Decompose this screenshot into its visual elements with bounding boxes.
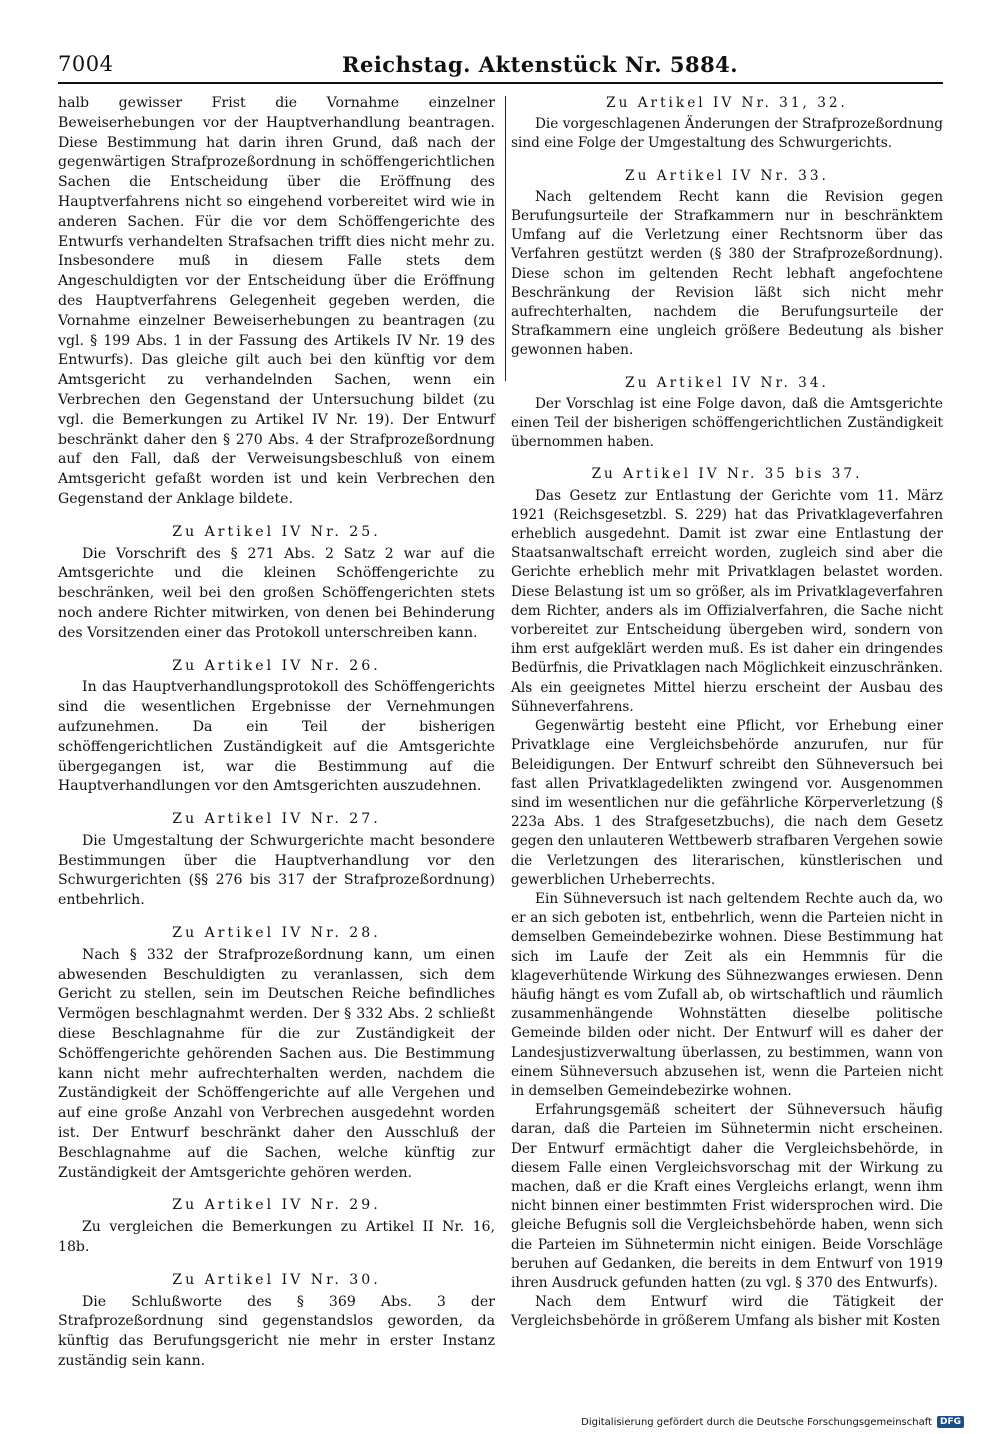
dfg-logo-icon: DFG: [937, 1416, 964, 1428]
section-heading-30: Zu Artikel IV Nr. 30.: [172, 1271, 381, 1288]
footer-credit-text: Digitalisierung gefördert durch die Deutsche Forschungsgemeinschaft: [581, 1416, 932, 1428]
right-column: [511, 94, 943, 1332]
section-heading-34: Zu Artikel IV Nr. 34.: [625, 374, 829, 391]
section-text-33: Nach geltendem Recht kann die Revision gegen Berufungsurteile der Strafkammern nur in beschränktem Umfang auf die Verletzung einer Rechtsnorm über das Verfahren gestützt werden (§ 380 der Strafprozeßordnung). Diese schon im geltenden Recht lebhaft angefochtene Beschränkung der Revision läßt sich nicht mehr aufrechterhalten, nachdem die Berufungsurteile der Strafkammern eine ungleich größere Bedeutung als bisher gewonnen haben.: [511, 188, 943, 359]
section-text-27: Die Umgestaltung der Schwurgerichte macht besondere Bestimmungen über die Hauptverhandlung vor den Schwurgerichten (§§ 276 bis 317 der Strafprozeßordnung) entbehrlich.: [58, 832, 495, 909]
continued-paragraph: halb gewisser Frist die Vornahme einzelner Beweiserhebungen vor der Hauptverhandlung beantragen. Diese Bestimmung hat darin ihren Grund, daß nach der gegenwärtigen Strafprozeßordnung in schöffengerichtlichen Sachen die Entscheidung über die Eröffnung des Hauptverfahrens nicht so eingehend vorbereitet wird wie in anderen Sachen. Für die vor dem Schöffengerichte des Entwurfs verhandelten Strafsachen trifft dies nicht mehr zu. Insbesondere muß in diesem Falle stets dem Angeschuldigten vor der Entscheidung über die Eröffnung des Hauptverfahrens Gelegenheit gegeben werden, die Vornahme einzelner Beweiserhebungen zu beantragen (zu vgl. § 199 Abs. 1 in der Fassung des Artikels IV Nr. 19 des Entwurfs). Das gleiche gilt auch bei den künftig vor dem Amtsgericht zu verhandelnden Sachen, wenn ein Verbrechen den Gegenstand der Untersuchung bildet (zu vgl. die Bemerkungen zu Artikel IV Nr. 19). Der Entwurf beschränkt daher den § 270 Abs. 4 der Strafprozeßordnung auf den Fall, daß der Verweisungsbeschluß von einem Amtsgericht gefaßt worden ist und kein Verbrechen den Gegenstand der Anklage bildete.: [58, 95, 495, 507]
section-text-35-p1: Das Gesetz zur Entlastung der Gerichte vom 11. März 1921 (Reichsgesetzbl. S. 229) hat das Privatklageverfahren erheblich ausgedehnt. Damit ist zwar eine Entlastung der Staatsanwaltschaft erreicht worden, zugleich sind aber die Gerichte erheblich mehr mit Privatklagen belastet worden. Diese Belastung ist um so größer, als im Privatklageverfahren dem Richter, anders als im Offizialverfahren, die Sache nicht vorbereitet zur Entscheidung übergeben wird, sondern von ihm erst aufgeklärt werden muß. Es ist daher ein dringendes Bedürfnis, die Privatklagen nach Möglichkeit einzuschränken. Als ein geeignetes Mittel hierzu erscheint der Ausbau des Sühneverfahrens.: [511, 487, 943, 715]
section-heading-27: Zu Artikel IV Nr. 27.: [172, 811, 381, 828]
header-rule: [58, 82, 943, 84]
column-divider: [505, 96, 506, 381]
section-heading-28: Zu Artikel IV Nr. 28.: [172, 925, 381, 942]
section-text-26: In das Hauptverhandlungsprotokoll des Schöffengerichts sind die wesentlichen Ergebnisse der Vernehmungen aufzunehmen. Da ein Teil der bisherigen schöffengerichtlichen Zuständigkeit auf die Amtsgerichte übergegangen ist, war die Bestimmung auf die Hauptverhandlungen vor den Amtsgerichten auszudehnen.: [58, 679, 495, 795]
section-heading-26: Zu Artikel IV Nr. 26.: [172, 657, 381, 674]
left-column: [58, 94, 495, 1372]
section-heading-35: Zu Artikel IV Nr. 35 bis 37.: [591, 466, 863, 483]
section-heading-29: Zu Artikel IV Nr. 29.: [172, 1197, 381, 1214]
section-text-30: Die Schlußworte des § 369 Abs. 3 der Strafprozeßordnung sind gegenstandslos geworden, da künftig das Berufungsgericht nie mehr in erster Instanz zuständig sein kann.: [58, 1293, 495, 1370]
section-text-28: Nach § 332 der Strafprozeßordnung kann, um einen abwesenden Beschuldigten zu veranlassen, sich dem Gericht zu stellen, sein im Deutschen Reiche befindliches Vermögen beschlagnahmt werden. Der § 332 Abs. 2 schließt diese Beschlagnahme für die zur Zuständigkeit der Schöffengerichte gehörenden Sachen aus. Die Bestimmung kann nicht mehr aufrechterhalten werden, nachdem die Zuständigkeit der Schöffengerichte auf alle Vergehen und auf eine große Anzahl von Verbrechen ausgedehnt worden ist. Der Entwurf beschränkt daher den Ausschluß der Beschlagnahme auf die Sachen, welche künftig zur Zuständigkeit der Amtsgerichte gehören werden.: [58, 946, 495, 1181]
section-text-35-p5: Nach dem Entwurf wird die Tätigkeit der Vergleichsbehörde in größerem Umfang als bisher mit Kosten: [511, 1294, 943, 1330]
page-number: 7004: [58, 52, 114, 76]
section-text-29: Zu vergleichen die Bemerkungen zu Artikel II Nr. 16, 18b.: [58, 1219, 495, 1256]
section-text-35-p2: Gegenwärtig besteht eine Pflicht, vor Erhebung einer Privatklage eine Vergleichsbehörde anzurufen, nur für Beleidigungen. Der Entwurf schreibt den Sühneversuch bei fast allen Privatklagedelikten zwingend vor. Ausgenommen sind im wesentlichen nur die gefährliche Körperverletzung (§ 223a Abs. 1 des Strafgesetzbuchs), die nach dem Gesetz gegen den unlauteren Wettbewerb strafbaren Vergehen sowie die Verletzungen des literarischen, künstlerischen und gewerblichen Urheberrechts.: [511, 718, 943, 888]
running-title: Reichstag. Aktenstück Nr. 5884.: [342, 52, 739, 77]
section-heading-25: Zu Artikel IV Nr. 25.: [172, 523, 381, 540]
section-text-35-p3: Ein Sühneversuch ist nach geltendem Rechte auch da, wo er an sich geboten ist, entbehrlich, wenn die Parteien nicht in demselben Gemeindebezirke wohnen. Diese Bestimmung hat sich im Laufe der Zeit als ein Hemmnis für die klageverhütende Wirkung des Sühnezwanges erwiesen. Denn häufig hängt es vom Zufall ab, ob wirtschaftlich und räumlich zusammenhängende Wohnstätten dieselbe politische Gemeinde bilden oder nicht. Der Entwurf will es daher der Landesjustizverwaltung überlassen, zu bestimmen, wann von einem Sühneversuch abzusehen ist, wenn die Parteien nicht in demselben Gemeindebezirke wohnen.: [511, 890, 943, 1099]
section-text-25: Die Vorschrift des § 271 Abs. 2 Satz 2 war auf die Amtsgerichte und die kleinen Schöffengerichte zu beschränken, weil bei den großen Schöffengerichten stets noch andere Richter mitwirken, von denen bei Behinderung des Vorsitzenden einer das Protokoll unterschreiben kann.: [58, 545, 495, 641]
section-heading-33: Zu Artikel IV Nr. 33.: [625, 167, 829, 184]
section-text-31: Die vorgeschlagenen Änderungen der Strafprozeßordnung sind eine Folge der Umgestaltung des Schwurgerichts.: [511, 116, 943, 152]
section-heading-31: Zu Artikel IV Nr. 31, 32.: [606, 95, 848, 111]
section-text-34: Der Vorschlag ist eine Folge davon, daß die Amtsgerichte einen Teil der bisherigen schöffengerichtlichen Zuständigkeit übernommen haben.: [511, 395, 943, 451]
digitization-footer: [581, 1416, 964, 1428]
section-text-35-p4: Erfahrungsgemäß scheitert der Sühneversuch häufig daran, daß die Parteien im Sühnetermin nicht erscheinen. Der Entwurf ermächtigt daher die Vergleichsbehörde, in diesem Falle einen Vergleichsvorschag mit der Wirkung zu machen, daß er die Kraft eines Vergleichs erlangt, wenn ihm nicht binnen einer bestimmten Frist widersprochen wird. Die gleiche Befugnis soll die Vergleichsbehörde haben, wenn sich die Parteien im Sühnetermin nicht einigen. Beide Vorschläge beruhen auf Gedanken, die bereits in dem Entwurf von 1919 ihren Ausdruck gefunden hatten (zu vgl. § 370 des Entwurfs).: [511, 1102, 943, 1291]
